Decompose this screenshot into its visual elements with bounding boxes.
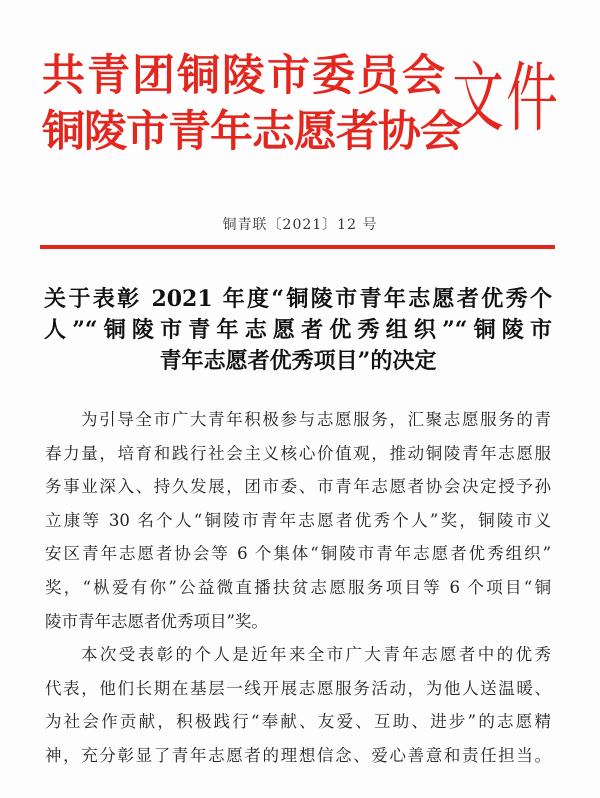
body-line: 为引导全市广大青年积极参与志愿服务，汇聚志愿服务的青 bbox=[81, 410, 551, 429]
paragraph-2 bbox=[45, 638, 551, 772]
document-title bbox=[44, 284, 552, 377]
title-line: 青年志愿者优秀项目”的决定 bbox=[159, 348, 437, 374]
body-line: 安区青年志愿者协会等 6 个集体“铜陵市青年志愿者优秀组织” bbox=[45, 544, 551, 564]
body-line: 为社会作贡献，积极践行“奉献、友爱、互助、进步”的志愿精 bbox=[45, 712, 551, 732]
body-line: 务事业深入、持久发展，团市委、市青年志愿者协会决定授予孙 bbox=[45, 477, 551, 497]
body-line: 奖，“枞爱有你”公益微直播扶贫志愿服务项目等 6 个项目“铜 bbox=[45, 577, 551, 597]
title-line: 人”“铜陵市青年志愿者优秀组织”“铜陵市 bbox=[44, 317, 552, 343]
body-line: 神，充分彰显了青年志愿者的理想信念、爱心善意和责任担当。 bbox=[45, 745, 551, 765]
document-number: 铜青联〔2021〕12 号 bbox=[222, 217, 378, 233]
red-divider bbox=[40, 245, 555, 249]
body-line: 本次受表彰的个人是近年来全市广大青年志愿者中的优秀 bbox=[81, 645, 551, 665]
body-line: 立康等 30 名个人“铜陵市青年志愿者优秀个人”奖，铜陵市义 bbox=[45, 510, 551, 530]
document-body bbox=[45, 403, 551, 773]
body-line: 代表，他们长期在基层一线开展志愿服务活动，为他人送温暖、 bbox=[45, 678, 551, 698]
body-line: 春力量，培育和践行社会主义核心价值观，推动铜陵青年志愿服 bbox=[45, 443, 551, 463]
paragraph-1 bbox=[45, 403, 551, 638]
body-line: 陵市青年志愿者优秀项目”奖。 bbox=[45, 611, 268, 631]
document-type-label: 文件 bbox=[452, 56, 558, 143]
title-line: 关于表彰 2021 年度“铜陵市青年志愿者优秀个 bbox=[44, 286, 552, 312]
issuer-line-2: 铜陵市青年志愿者协会 bbox=[42, 107, 462, 157]
issuer-line-1: 共青团铜陵市委员会 bbox=[42, 51, 444, 101]
